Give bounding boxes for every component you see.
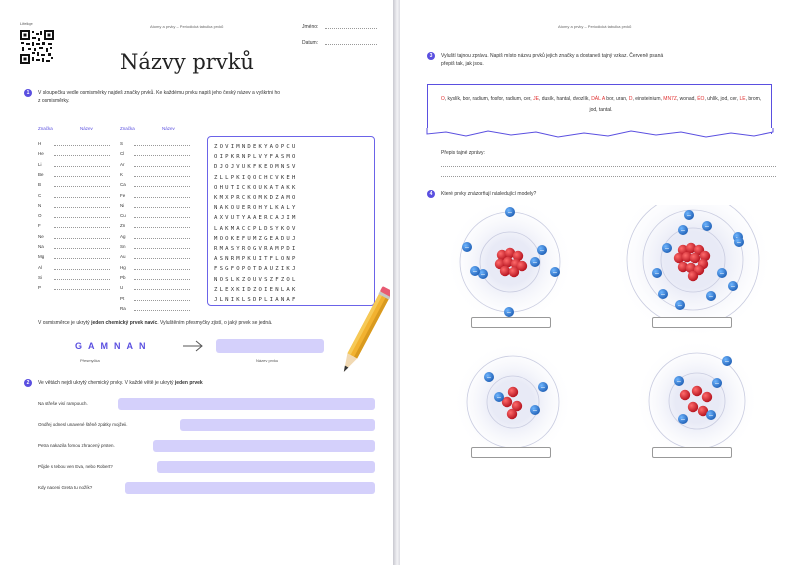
- atom-answer-field[interactable]: [471, 317, 551, 328]
- atom-answer-field[interactable]: [652, 447, 732, 458]
- scramble-instruction: [38, 320, 368, 326]
- sentence-text: Půjde s tebou ven Eva, nebo Robert?: [38, 464, 113, 469]
- electron-sign: –: [687, 212, 691, 219]
- task2-instruction-bold: jeden prvek: [174, 380, 203, 386]
- proton: [500, 266, 510, 276]
- task2-instruction: [38, 380, 368, 386]
- element-symbol: O: [38, 213, 42, 219]
- element-name-line[interactable]: [54, 176, 110, 177]
- pencil-icon: [338, 283, 390, 388]
- electron-sign: –: [681, 227, 685, 234]
- message-red-token: D: [628, 96, 633, 102]
- element-name-line[interactable]: [54, 238, 110, 239]
- element-symbol: Ni: [120, 202, 125, 208]
- arrow-right-icon: [182, 340, 204, 352]
- proton: [507, 409, 517, 419]
- element-name-line[interactable]: [134, 145, 190, 146]
- element-symbol: Fe: [120, 192, 126, 198]
- electron-sign: –: [720, 270, 724, 277]
- message-text-token: , einsteinium,: [632, 96, 662, 102]
- message-text-token: , kyslík, bor, radium, fosfor, radium, cer,: [444, 96, 534, 102]
- element-symbol: Na: [38, 244, 44, 249]
- electron-sign: –: [678, 302, 682, 309]
- atom-answer-field[interactable]: [652, 317, 732, 328]
- element-name-line[interactable]: [134, 269, 190, 270]
- element-name-line[interactable]: [54, 248, 110, 249]
- proton: [692, 386, 702, 396]
- electron-sign: –: [681, 416, 685, 423]
- message-red-token: MN7Z: [661, 96, 677, 102]
- element-symbol: Be: [38, 171, 44, 177]
- element-symbol: Ar: [120, 161, 125, 167]
- element-symbol: He: [38, 151, 44, 157]
- electron-sign: –: [715, 380, 719, 387]
- task1-instruction-line2: z osmisměrky.: [38, 98, 70, 104]
- electron-sign: –: [661, 291, 665, 298]
- date-label: Datum:: [302, 40, 319, 46]
- atom-answer-field[interactable]: [471, 447, 551, 458]
- element-symbol: Cl: [120, 151, 125, 157]
- element-name-line[interactable]: [134, 207, 190, 208]
- element-symbol: Hg: [120, 264, 126, 270]
- task-number: 3: [427, 52, 435, 60]
- column-header-name: Název: [162, 126, 175, 131]
- column-header-symbol: Značka: [38, 126, 53, 131]
- element-symbol: Li: [38, 161, 42, 167]
- element-answer-field[interactable]: [216, 339, 324, 353]
- electron-sign: –: [709, 293, 713, 300]
- message-red-token: LE: [739, 96, 746, 102]
- electron-sign: –: [507, 309, 511, 316]
- worksheet-page-left: [0, 0, 393, 565]
- element-name-line[interactable]: [134, 197, 190, 198]
- element-name-line[interactable]: [134, 289, 190, 290]
- sentence-answer-field[interactable]: [153, 440, 375, 452]
- element-name-line[interactable]: [134, 217, 190, 218]
- task-number: 4: [427, 190, 435, 198]
- electron-sign: –: [533, 259, 537, 266]
- element-name-line[interactable]: [134, 155, 190, 156]
- atom-models: [440, 205, 785, 475]
- task-number: 1: [24, 89, 32, 97]
- element-name-line[interactable]: [134, 279, 190, 280]
- name-line[interactable]: [325, 28, 377, 29]
- atom-glow: [453, 342, 573, 462]
- element-symbol: Si: [38, 274, 43, 280]
- element-symbol: Ag: [120, 233, 126, 239]
- scramble-intro-bold: jeden chemický prvek navíc: [91, 320, 158, 326]
- page-title: Názvy prvků: [120, 50, 254, 74]
- sentence-answer-field[interactable]: [118, 398, 375, 410]
- element-name-line[interactable]: [134, 238, 190, 239]
- scramble-label: Přesmyčka: [80, 358, 100, 363]
- task3-instruction-line2: přepiš tak, jak jsou.: [441, 61, 484, 67]
- message-text-token: , dusík, hantal, dvozlík,: [538, 96, 592, 102]
- brand-logo: Lifeliqe: [20, 21, 33, 26]
- message-red-token: O: [440, 96, 445, 102]
- element-name-line[interactable]: [54, 207, 110, 208]
- anagram-letters: GAMNAN: [75, 341, 152, 351]
- element-symbol: Pt: [120, 295, 125, 301]
- element-name-line[interactable]: [54, 155, 110, 156]
- electron-sign: –: [487, 374, 491, 381]
- message-red-token: ÉO: [697, 96, 705, 102]
- element-name-line[interactable]: [134, 248, 190, 249]
- electron-sign: –: [465, 244, 469, 251]
- element-symbol: N: [38, 202, 42, 208]
- scramble-intro-end: . Vyluštěním přesmyčky zjistí, o jaký prvek se jedná.: [157, 320, 273, 326]
- sentence-text: Na střeše visí rampouch.: [38, 401, 88, 406]
- proton: [680, 390, 690, 400]
- element-symbol: K: [120, 171, 124, 177]
- element-symbol: Ca: [120, 182, 126, 188]
- element-name-line[interactable]: [134, 186, 190, 187]
- element-symbol: P: [38, 285, 42, 291]
- answer-label: Název prvku: [256, 358, 279, 363]
- task-number: 2: [24, 379, 32, 387]
- electron-sign: –: [508, 209, 512, 216]
- torn-paper-edge: [426, 128, 774, 142]
- element-name-line[interactable]: [54, 227, 110, 228]
- electron-sign: –: [665, 245, 669, 252]
- electron-sign: –: [655, 270, 659, 277]
- electron-sign: –: [481, 271, 485, 278]
- electron-sign: –: [497, 394, 501, 401]
- name-label: Jméno:: [302, 24, 319, 30]
- element-name-line[interactable]: [54, 258, 110, 259]
- electron-sign: –: [541, 384, 545, 391]
- sentence-answer-field[interactable]: [180, 419, 375, 431]
- element-symbol: Cu: [120, 213, 126, 219]
- element-symbol: H: [38, 141, 42, 146]
- message-red-token: JE: [533, 96, 539, 102]
- column-header-name: Název: [80, 126, 93, 131]
- proton: [517, 261, 527, 271]
- proton: [688, 402, 698, 412]
- proton: [702, 392, 712, 402]
- element-name-line[interactable]: [54, 186, 110, 187]
- message-answer-line[interactable]: [441, 176, 776, 177]
- message-answer-line[interactable]: [441, 166, 776, 167]
- sentence-answer-field[interactable]: [125, 482, 375, 494]
- element-symbol: Ra: [120, 305, 126, 311]
- message-red-token: DÁL A: [591, 96, 605, 102]
- page-header: Atomy a prvky – Periodická tabulka prvků: [558, 24, 632, 29]
- message-text-token: , wonad,: [676, 96, 698, 102]
- task4-instruction: Které prvky znázorňují následující modely?: [441, 191, 537, 197]
- element-symbol: S: [120, 141, 124, 146]
- electron-sign: –: [705, 223, 709, 230]
- task3-instruction-line1: Vyluští tajnou zprávu. Napiš místo názvu prvků jejich značky a dostaneš tajný vzkaz. Červeně psaná: [441, 53, 664, 59]
- electron-sign: –: [677, 378, 681, 385]
- element-name-line[interactable]: [54, 217, 110, 218]
- sentence-answer-field[interactable]: [157, 461, 375, 473]
- atom-glow: [635, 339, 759, 463]
- element-symbol: C: [38, 192, 42, 198]
- element-symbol: Al: [38, 264, 43, 270]
- element-symbol: Au: [120, 254, 126, 260]
- word-search-letters: ZOVIMNDEKYAOPCU OIPKRNPLVYFASMO DJOJVUKFKEOMNSV ZLLPKIQOCHCVKEH OHUTICKOUKATAKK KMXPRCKOMKDZAMO NAKOUEROHYLKALY AXVUTYAAERCAJIM LAKMACCPLDSYKOV MOOKEFUMZGEADUJ RMASYROGVRAMPDI ASNRMPKUITFLONP FSGFOPOTDAUZIKJ NOSLKZOUVSZFZOL ZLEXKIDZOIENLAK JLNIKLSDPLIANAF: [214, 144, 298, 304]
- secret-message-text: [440, 94, 762, 116]
- element-name-line[interactable]: [134, 166, 190, 167]
- electron-sign: –: [533, 407, 537, 414]
- message-text-token: bor, uran,: [604, 96, 629, 102]
- element-name-line[interactable]: [54, 289, 110, 290]
- electron-sign: –: [553, 269, 557, 276]
- sentence-text: Ondřej odnesl unavené štěně zpátky mojžeii.: [38, 422, 128, 427]
- task2-instruction-text: Ve větách nejdi ukrytý chemický prvky. V každé větě je ukrytý: [38, 380, 175, 386]
- element-name-line[interactable]: [134, 258, 190, 259]
- element-symbol: Pb: [120, 274, 126, 280]
- element-name-line[interactable]: [134, 310, 190, 311]
- proton: [688, 271, 698, 281]
- element-symbol: Ne: [38, 233, 44, 239]
- element-symbol: Zn: [120, 223, 126, 229]
- page-header: Atomy a prvky – Periodická tabulka prvků: [150, 24, 224, 29]
- electron-sign: –: [709, 412, 713, 419]
- electron-sign: –: [725, 358, 729, 365]
- element-name-line[interactable]: [134, 227, 190, 228]
- sentence-text: Kdy naceni Greta tu nožík?: [38, 485, 93, 490]
- element-name-line[interactable]: [134, 176, 190, 177]
- column-header-symbol: Značka: [120, 126, 135, 131]
- word-search-grid[interactable]: [207, 136, 375, 306]
- task1-instruction-line1: V sloupečku vedle osmisměrky najdeš značky prvků. Ke každému prvku napiš jeho český název a vyškrtni ho: [38, 90, 281, 96]
- message-text-token: , brom, jod, tantal.: [589, 96, 762, 113]
- message-answer-label: Přepis tajné zprávy:: [441, 150, 485, 156]
- element-symbol: F: [38, 223, 41, 229]
- element-name-line[interactable]: [134, 300, 190, 301]
- electron-sign: –: [737, 239, 741, 246]
- element-symbol: U: [120, 285, 124, 291]
- sentence-text: Petra nakazila fomou zhracený prsten.: [38, 443, 115, 448]
- scramble-intro-text: V osmisměrce je ukrytý: [38, 320, 92, 326]
- date-line[interactable]: [325, 44, 377, 45]
- book-spine: [393, 0, 400, 565]
- element-name-line[interactable]: [54, 197, 110, 198]
- element-name-line[interactable]: [54, 279, 110, 280]
- proton: [508, 387, 518, 397]
- element-name-line[interactable]: [54, 145, 110, 146]
- electron-sign: –: [731, 283, 735, 290]
- message-text-token: , uhlík, jod, cer,: [704, 96, 740, 102]
- electron-sign: –: [540, 247, 544, 254]
- qr-code-icon: [20, 30, 54, 64]
- element-name-line[interactable]: [54, 166, 110, 167]
- element-name-line[interactable]: [54, 269, 110, 270]
- element-symbol: B: [38, 182, 42, 188]
- element-symbol: Sn: [120, 244, 126, 249]
- element-symbol: Mg: [38, 254, 45, 260]
- electron-sign: –: [473, 268, 477, 275]
